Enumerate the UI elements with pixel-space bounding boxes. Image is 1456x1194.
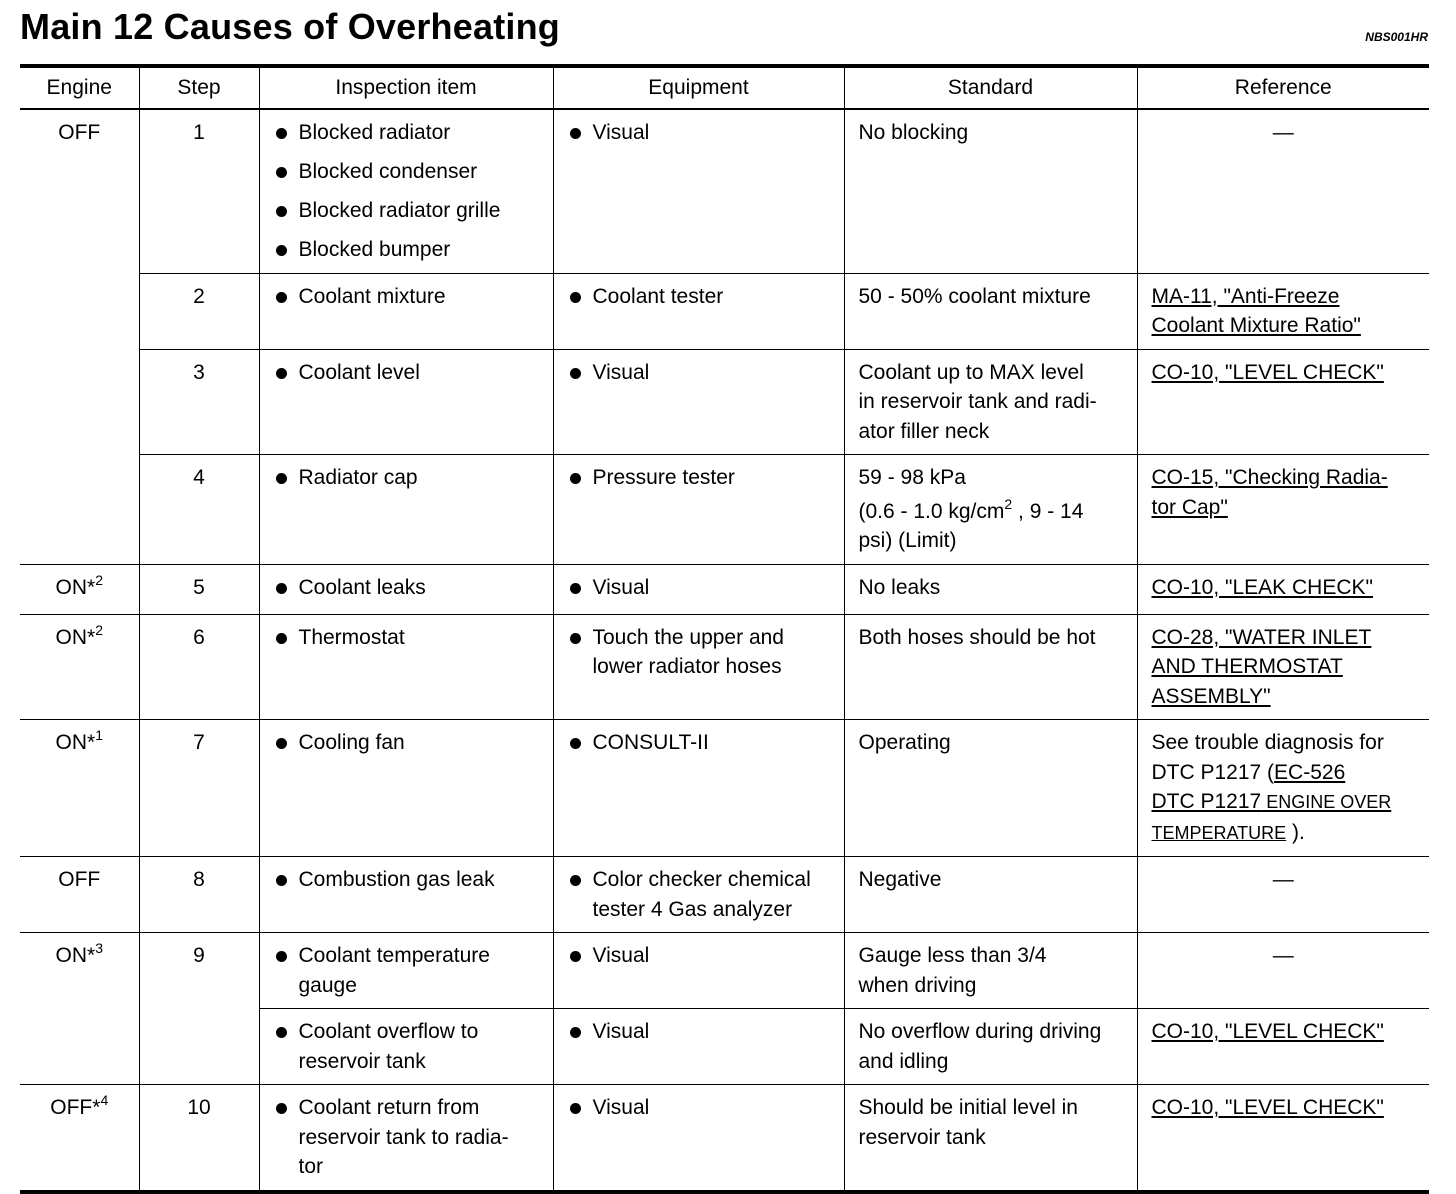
standard-cell: Coolant up to MAX level in reservoir tank and radi- ator filler neck — [844, 349, 1137, 455]
step-cell: 4 — [139, 455, 259, 565]
reference-cell — [1137, 564, 1429, 614]
reference-link[interactable]: EC-526 — [1274, 760, 1346, 784]
reference-cell: — — [1137, 933, 1429, 1009]
step-cell: 9 — [139, 933, 259, 1085]
table-row — [20, 614, 1429, 720]
overheating-causes-table — [20, 64, 1429, 1194]
document-code: NBS001HR — [1365, 30, 1428, 44]
table-header-row — [20, 66, 1429, 109]
equipment-cell: Visual — [553, 1085, 844, 1192]
step-cell: 7 — [139, 720, 259, 857]
reference-cell — [1137, 1085, 1429, 1192]
engine-cell: ON*$^1$ — [20, 720, 139, 857]
table-row — [20, 109, 1429, 273]
step-cell: 1 — [139, 109, 259, 273]
reference-cell — [1137, 614, 1429, 720]
equipment-cell: CONSULT-II — [553, 720, 844, 857]
equipment-cell: Visual — [553, 109, 844, 273]
reference-cell — [1137, 455, 1429, 565]
reference-link[interactable]: CO-10, "LEAK CHECK" — [1151, 575, 1373, 599]
inspection-cell: Coolant leaks — [259, 564, 553, 614]
inspection-cell: Coolant temperature gauge — [259, 933, 553, 1009]
inspection-cell: Cooling fan — [259, 720, 553, 857]
engine-cell: ON*$^3$ — [20, 933, 139, 1085]
equipment-cell: Color checker chemical tester 4 Gas analyzer — [553, 857, 844, 933]
inspection-cell: Coolant return from reservoir tank to radia- tor — [259, 1085, 553, 1192]
equipment-cell: Touch the upper and lower radiator hoses — [553, 614, 844, 720]
inspection-cell: Coolant overflow to reservoir tank — [259, 1009, 553, 1085]
standard-cell: No blocking — [844, 109, 1137, 273]
reference-link[interactable]: TEMPERATURE — [1151, 822, 1287, 843]
inspection-cell: Radiator cap — [259, 455, 553, 565]
standard-cell: Negative — [844, 857, 1137, 933]
header-engine: Engine — [20, 66, 139, 109]
equipment-cell: Visual — [553, 933, 844, 1009]
equipment-cell: Coolant tester — [553, 273, 844, 349]
equipment-cell: Visual — [553, 349, 844, 455]
equipment-cell: Pressure tester — [553, 455, 844, 565]
reference-link[interactable]: Coolant Mixture Ratio" — [1151, 314, 1361, 337]
inspection-cell: Coolant mixture — [259, 273, 553, 349]
header-equipment: Equipment — [553, 66, 844, 109]
reference-cell: See trouble diagnosis for DTC P1217 (EC-526 DTC P1217 ENGINE OVER TEMPERATURE ). — [1137, 720, 1429, 857]
engine-cell: OFF*$^4$ — [20, 1085, 139, 1192]
reference-link[interactable]: MA-11, "Anti-Freeze — [1151, 284, 1340, 308]
table-row — [20, 564, 1429, 614]
header-reference: Reference — [1137, 66, 1429, 109]
step-cell: 10 — [139, 1085, 259, 1192]
inspection-cell: Coolant level — [259, 349, 553, 455]
standard-cell: No overflow during driving and idling — [844, 1009, 1137, 1085]
reference-link[interactable]: ASSEMBLY" — [1151, 684, 1271, 708]
page-title: Main 12 Causes of Overheating — [20, 6, 560, 47]
reference-link[interactable]: tor Cap" — [1151, 495, 1228, 519]
equipment-cell: Visual — [553, 564, 844, 614]
step-cell: 2 — [139, 273, 259, 349]
inspection-cell: Thermostat — [259, 614, 553, 720]
standard-cell: Operating — [844, 720, 1137, 857]
header-inspection-item: Inspection item — [259, 66, 553, 109]
reference-cell — [1137, 1009, 1429, 1085]
engine-cell: ON*$^2$ — [20, 564, 139, 614]
step-cell: 6 — [139, 614, 259, 720]
standard-cell: Should be initial level in reservoir tank — [844, 1085, 1137, 1192]
reference-link[interactable]: CO-28, "WATER INLET — [1151, 625, 1372, 649]
standard-cell: 50 - 50% coolant mixture — [844, 273, 1137, 349]
table-row — [20, 349, 1429, 455]
step-cell: 3 — [139, 349, 259, 455]
standard-cell: Both hoses should be hot — [844, 614, 1137, 720]
table-row — [20, 857, 1429, 933]
list-item: Blocked radiator — [274, 118, 539, 148]
step-cell: 8 — [139, 857, 259, 933]
reference-cell — [1137, 273, 1429, 349]
table-row — [20, 273, 1429, 349]
engine-cell: OFF — [58, 121, 101, 144]
list-item: Blocked radiator grille — [274, 196, 539, 226]
reference-cell: — — [1137, 857, 1429, 933]
table-row — [20, 933, 1429, 1009]
table-row — [20, 1085, 1429, 1192]
standard-cell: Gauge less than 3/4 when driving — [844, 933, 1137, 1009]
inspection-cell: Combustion gas leak — [259, 857, 553, 933]
table-row — [20, 455, 1429, 565]
header-step: Step — [139, 66, 259, 109]
inspection-cell — [259, 109, 553, 273]
reference-cell — [1137, 349, 1429, 455]
engine-cell: ON*$^2$ — [20, 614, 139, 720]
reference-link[interactable]: AND THERMOSTAT — [1151, 655, 1343, 678]
table-row — [20, 720, 1429, 857]
step-cell: 5 — [139, 564, 259, 614]
reference-cell: — — [1137, 109, 1429, 273]
reference-link[interactable]: CO-15, "Checking Radia- — [1151, 466, 1388, 489]
equipment-cell: Visual — [553, 1009, 844, 1085]
header-standard: Standard — [844, 66, 1137, 109]
engine-cell: OFF — [20, 857, 139, 933]
list-item: Blocked condenser — [274, 157, 539, 187]
reference-link[interactable]: CO-10, "LEVEL CHECK" — [1151, 1020, 1384, 1043]
standard-cell: No leaks — [844, 564, 1137, 614]
list-item: Blocked bumper — [274, 235, 539, 265]
reference-link[interactable]: CO-10, "LEVEL CHECK" — [1151, 360, 1384, 384]
standard-cell: 59 - 98 kPa (0.6 - 1.0 $kg/cm^2$ , 9 - 14 psi) (Limit) — [844, 455, 1137, 565]
reference-link[interactable]: CO-10, "LEVEL CHECK" — [1151, 1096, 1384, 1119]
